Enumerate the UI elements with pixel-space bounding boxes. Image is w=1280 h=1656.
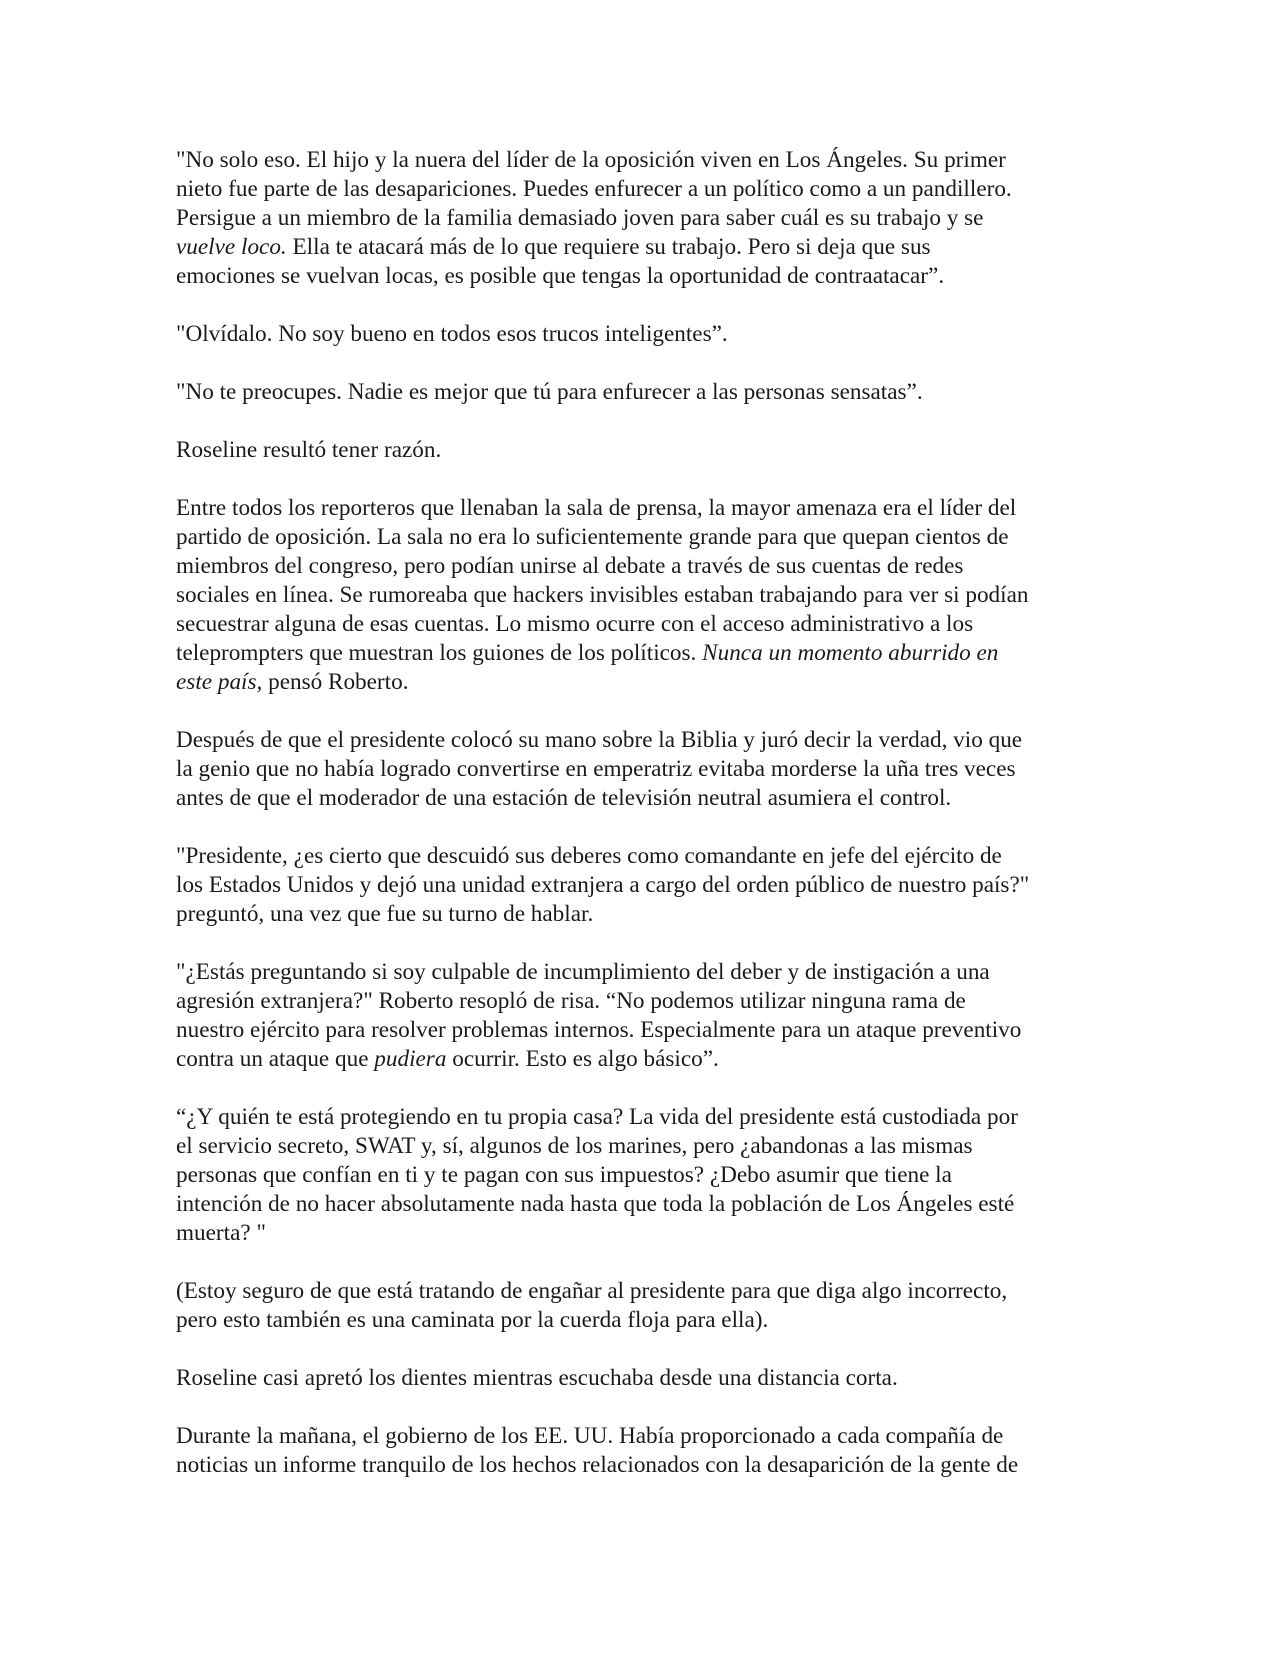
text-segment: partido de oposición. La sala no era lo suficientemente grande para que quepan cientos de (176, 524, 1009, 550)
text-segment: la genio que no había logrado convertirse en emperatriz evitaba morderse la uña tres veces (176, 756, 1016, 782)
text-segment: "Presidente, ¿es cierto que descuidó sus deberes como comandante en jefe del ejército de (176, 843, 1002, 869)
text-line (176, 1132, 1106, 1161)
text-line (176, 1190, 1106, 1219)
text-segment: el servicio secreto, SWAT y, sí, algunos de los marines, pero ¿abandonas a las mismas (176, 1133, 973, 1159)
text-line (176, 581, 1106, 610)
text-segment: Roseline resultó tener razón. (176, 437, 442, 463)
text-line (176, 1277, 1106, 1306)
text-segment: preguntó, una vez que fue su turno de hablar. (176, 901, 594, 927)
text-segment: Persigue a un miembro de la familia demasiado joven para saber cuál es su trabajo y se (176, 205, 984, 231)
paragraph (176, 1422, 1106, 1480)
paragraph (176, 1277, 1106, 1335)
text-segment: "¿Estás preguntando si soy culpable de incumplimiento del deber y de instigación a una (176, 959, 990, 985)
paragraph (176, 1103, 1106, 1248)
paragraph (176, 436, 1106, 465)
text-segment: noticias un informe tranquilo de los hechos relacionados con la desaparición de la gente de (176, 1452, 1019, 1478)
text-line (176, 146, 1106, 175)
text-segment: "No solo eso. El hijo y la nuera del líder de la oposición viven en Los Ángeles. Su primer (176, 147, 1006, 173)
text-line (176, 726, 1106, 755)
text-line (176, 233, 1106, 262)
italic-text-segment: Nunca un momento aburrido en (702, 640, 999, 666)
text-line (176, 523, 1106, 552)
text-line (176, 1219, 1106, 1248)
text-line (176, 871, 1106, 900)
text-segment: personas que confían en ti y te pagan con sus impuestos? ¿Debo asumir que tiene la (176, 1162, 952, 1188)
text-segment: los Estados Unidos y dejó una unidad extranjera a cargo del orden público de nuestro país?" (176, 872, 1030, 898)
paragraph (176, 378, 1106, 407)
text-segment: ocurrir. Esto es algo básico”. (446, 1046, 719, 1072)
text-segment: secuestrar alguna de esas cuentas. Lo mismo ocurre con el acceso administrativo a los (176, 611, 974, 637)
text-line (176, 842, 1106, 871)
text-segment: antes de que el moderador de una estación de televisión neutral asumiera el control. (176, 785, 952, 811)
text-segment: (Estoy seguro de que está tratando de engañar al presidente para que diga algo incorrecto, (176, 1278, 1008, 1304)
text-line (176, 1016, 1106, 1045)
text-line (176, 668, 1106, 697)
text-segment: Roseline casi apretó los dientes mientras escuchaba desde una distancia corta. (176, 1365, 898, 1391)
text-line (176, 378, 1106, 407)
text-segment: emociones se vuelvan locas, es posible que tengas la oportunidad de contraatacar”. (176, 263, 945, 289)
text-line (176, 900, 1106, 929)
text-line (176, 175, 1106, 204)
text-segment: muerta? " (176, 1220, 266, 1246)
text-line (176, 320, 1106, 349)
text-line (176, 1364, 1106, 1393)
paragraph (176, 494, 1106, 697)
text-line (176, 494, 1106, 523)
text-segment: nuestro ejército para resolver problemas internos. Especialmente para un ataque preventivo (176, 1017, 1022, 1043)
text-segment: Durante la mañana, el gobierno de los EE. UU. Había proporcionado a cada compañía de (176, 1423, 1004, 1449)
text-segment: Ella te atacará más de lo que requiere su trabajo. Pero si deja que sus (286, 234, 931, 260)
text-segment: pero esto también es una caminata por la cuerda floja para ella). (176, 1307, 769, 1333)
text-line (176, 987, 1106, 1016)
document-page (176, 146, 1106, 1509)
text-line (176, 784, 1106, 813)
paragraph (176, 958, 1106, 1074)
text-line (176, 639, 1106, 668)
text-segment: contra un ataque que (176, 1046, 375, 1072)
text-segment: "Olvídalo. No soy bueno en todos esos trucos inteligentes”. (176, 321, 728, 347)
paragraph (176, 146, 1106, 291)
text-segment: Después de que el presidente colocó su mano sobre la Biblia y juró decir la verdad, vio que (176, 727, 1023, 753)
text-line (176, 1045, 1106, 1074)
paragraph (176, 726, 1106, 813)
paragraph (176, 320, 1106, 349)
text-segment: miembros del congreso, pero podían unirse al debate a través de sus cuentas de redes (176, 553, 964, 579)
text-line (176, 1103, 1106, 1132)
italic-text-segment: este país, (176, 669, 263, 695)
text-line (176, 204, 1106, 233)
text-line (176, 436, 1106, 465)
text-segment: “¿Y quién te está protegiendo en tu propia casa? La vida del presidente está custodiada por (176, 1104, 1018, 1130)
text-line (176, 262, 1106, 291)
text-line (176, 552, 1106, 581)
paragraph (176, 1364, 1106, 1393)
text-line (176, 1161, 1106, 1190)
text-segment: intención de no hacer absolutamente nada hasta que toda la población de Los Ángeles esté (176, 1191, 1015, 1217)
text-line (176, 1422, 1106, 1451)
text-line (176, 958, 1106, 987)
text-segment: sociales en línea. Se rumoreaba que hackers invisibles estaban trabajando para ver si podían (176, 582, 1029, 608)
text-line (176, 1306, 1106, 1335)
text-segment: agresión extranjera?" Roberto resopló de risa. “No podemos utilizar ninguna rama de (176, 988, 966, 1014)
italic-text-segment: pudiera (374, 1046, 447, 1072)
italic-text-segment: vuelve loco. (176, 234, 287, 260)
text-line (176, 755, 1106, 784)
text-line (176, 610, 1106, 639)
text-segment: nieto fue parte de las desapariciones. Puedes enfurecer a un político como a un pandillero. (176, 176, 1012, 202)
text-segment: Entre todos los reporteros que llenaban la sala de prensa, la mayor amenaza era el líder del (176, 495, 1017, 521)
text-segment: "No te preocupes. Nadie es mejor que tú para enfurecer a las personas sensatas”. (176, 379, 923, 405)
text-segment: pensó Roberto. (262, 669, 409, 695)
text-line (176, 1451, 1106, 1480)
text-segment: teleprompters que muestran los guiones de los políticos. (176, 640, 703, 666)
paragraph (176, 842, 1106, 929)
